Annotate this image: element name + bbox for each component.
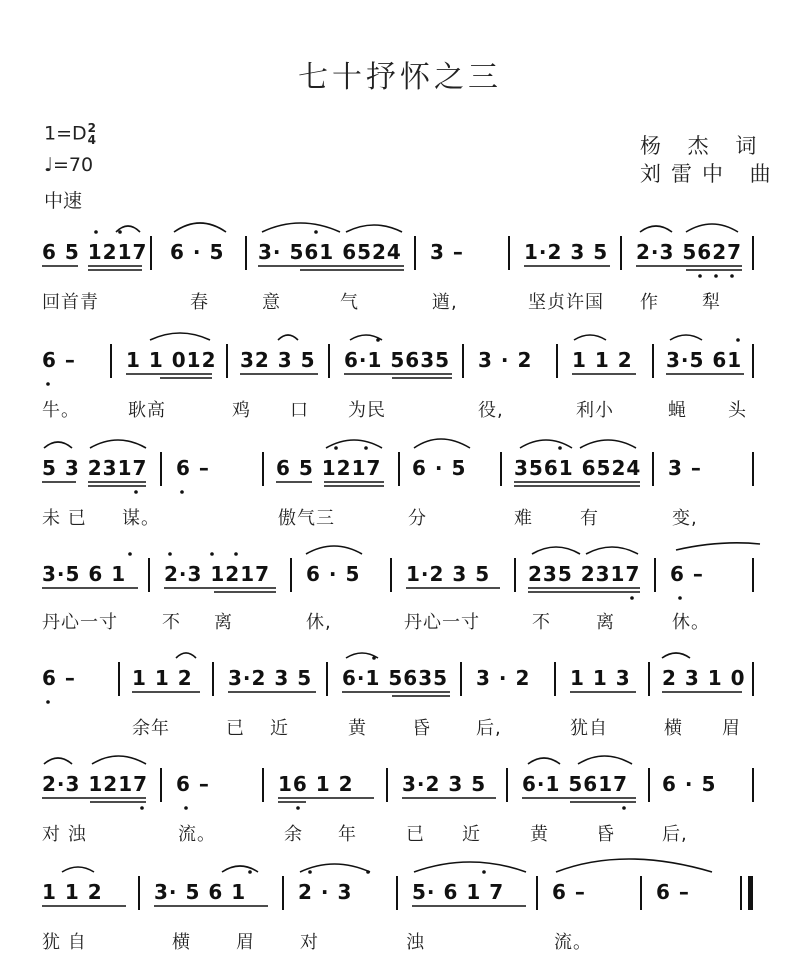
high-octave-dot [168, 552, 172, 556]
lyric: 难 [514, 508, 533, 529]
key-text: 1=D [44, 122, 87, 145]
measure: 6 – [670, 562, 704, 586]
lyric: 丹心一寸 [42, 612, 118, 633]
slur [262, 223, 340, 232]
low-octave-dot [140, 806, 144, 810]
measure: 3· 5 6 1 [154, 880, 247, 904]
measure: 16 1 2 [278, 772, 354, 796]
measure: 6 – [176, 456, 210, 480]
time-bottom: 4 [87, 133, 96, 147]
high-octave-dot [248, 870, 252, 874]
slur [90, 440, 146, 448]
measure: 3 · 2 [478, 348, 533, 372]
measure: 6 – [656, 880, 690, 904]
measure: 5 3 2317 [42, 456, 148, 480]
high-octave-dot [372, 656, 376, 660]
lyric: 余 [284, 824, 303, 845]
slur [580, 440, 636, 448]
lyric: 对 浊 [42, 824, 87, 845]
measure: 2·3 5627 [636, 240, 743, 264]
low-octave-dot [678, 596, 682, 600]
high-octave-dot [314, 230, 318, 234]
measure: 6 · 5 [662, 772, 717, 796]
measure: 1 1 2 [572, 348, 633, 372]
high-octave-dot [308, 870, 312, 874]
lyric: 犹 自 [42, 932, 87, 953]
high-octave-dot [376, 338, 380, 342]
measure: 5· 6 1 7 [412, 880, 505, 904]
lyric: 年 [338, 824, 357, 845]
measure: 32 3 5 [240, 348, 316, 372]
lyric: 黄 [348, 718, 367, 739]
slur [414, 439, 470, 448]
measure: 3 – [430, 240, 464, 264]
measure: 1 1 012 [126, 348, 217, 372]
lyric: 流。 [554, 932, 592, 953]
high-octave-dot [94, 230, 98, 234]
low-octave-dot [46, 700, 50, 704]
measure: 2·3 1217 [164, 562, 271, 586]
measure: 3 · 2 [476, 666, 531, 690]
measure: 6 · 5 [306, 562, 361, 586]
slur [150, 333, 210, 340]
slur [574, 335, 606, 340]
lyric: 横 [172, 932, 191, 953]
high-octave-dot [482, 870, 486, 874]
lyric: 鸡 [232, 400, 251, 421]
measure: 1·2 3 5 [406, 562, 491, 586]
lyric: 已 [406, 824, 425, 845]
slur [640, 226, 672, 232]
low-octave-dot [730, 274, 734, 278]
low-octave-dot [296, 806, 300, 810]
measure: 1 1 2 [132, 666, 193, 690]
slur [676, 543, 760, 550]
lyric: 丹心一寸 [404, 612, 480, 633]
lyric: 利小 [576, 400, 614, 421]
lyric: 流。 [178, 824, 216, 845]
lyric: 回首青 [42, 292, 99, 313]
lyric: 对 [300, 932, 319, 953]
high-octave-dot [736, 338, 740, 342]
measure: 3 – [668, 456, 702, 480]
lyric: 为民 [348, 400, 386, 421]
measure: 6 – [552, 880, 586, 904]
lyric: 已 [226, 718, 245, 739]
measure: 1 1 2 [42, 880, 103, 904]
low-octave-dot [46, 382, 50, 386]
measure: 6 · 5 [170, 240, 225, 264]
slur [44, 758, 72, 764]
measure: 2 3 1 0 [662, 666, 746, 690]
slur [586, 547, 638, 554]
measure: 3561 6524 [514, 456, 642, 480]
lyric: 离 [214, 612, 233, 633]
lyric: 休。 [672, 612, 710, 633]
lyric: 气 [340, 292, 359, 313]
time-top: 2 [87, 121, 96, 135]
lyric: 离 [596, 612, 615, 633]
lyric: 傲气三 [278, 508, 335, 529]
lyric: 牛。 [42, 400, 80, 421]
lyric: 坚贞许国 [528, 292, 604, 313]
measure: 2·3 1217 [42, 772, 149, 796]
high-octave-dot [364, 446, 368, 450]
lyric: 役, [478, 400, 504, 421]
low-octave-dot [622, 806, 626, 810]
slur [520, 440, 572, 448]
measure: 1 1 3 [570, 666, 631, 690]
slur [528, 758, 560, 764]
lyric: 遒, [432, 292, 458, 313]
low-octave-dot [184, 806, 188, 810]
slur [306, 546, 362, 554]
tempo-marking: ♩=70 [44, 154, 94, 176]
slur [578, 756, 632, 764]
slur [278, 335, 298, 340]
measure: 3·2 3 5 [228, 666, 313, 690]
low-octave-dot [180, 490, 184, 494]
measure: 3·5 6 1 [42, 562, 127, 586]
slur [62, 867, 94, 872]
lyric: 口 [290, 400, 309, 421]
measure: 3·5 61 [666, 348, 743, 372]
slur [346, 225, 402, 232]
measure: 6 – [42, 666, 76, 690]
lyric: 春 [190, 292, 209, 313]
measure: 6 – [42, 348, 76, 372]
measure: 6 · 5 [412, 456, 467, 480]
lyric: 休, [306, 612, 332, 633]
high-octave-dot [558, 446, 562, 450]
measure: 6·1 5635 [344, 348, 451, 372]
lyric: 眉 [722, 718, 741, 739]
lyric: 头 [728, 400, 747, 421]
lyric: 未 已 [42, 508, 87, 529]
lyric: 近 [462, 824, 481, 845]
lyric: 昏 [596, 824, 615, 845]
lyric: 耿高 [128, 400, 166, 421]
speed-marking: 中速 [44, 190, 83, 212]
slur [174, 223, 226, 232]
lyric: 余年 [132, 718, 170, 739]
lyric: 分 [408, 508, 427, 529]
lyric: 犁 [702, 292, 721, 313]
lyric: 后, [476, 718, 502, 739]
composer-credit: 刘雷中 曲 [640, 162, 781, 186]
measure: 2 · 3 [298, 880, 353, 904]
high-octave-dot [118, 230, 122, 234]
slur [222, 866, 258, 872]
low-octave-dot [134, 490, 138, 494]
lyric: 不 [162, 612, 181, 633]
lyric: 浊 [406, 932, 425, 953]
lyric: 变, [672, 508, 698, 529]
slur [44, 442, 72, 448]
lyric: 后, [662, 824, 688, 845]
lyric: 横 [664, 718, 683, 739]
lyric: 有 [580, 508, 599, 529]
lyric: 昏 [412, 718, 431, 739]
measure: 235 2317 [528, 562, 641, 586]
slur [532, 547, 580, 554]
lyric: 近 [270, 718, 289, 739]
lyric: 作 [640, 292, 659, 313]
lyric: 犹自 [570, 718, 608, 739]
low-octave-dot [630, 596, 634, 600]
high-octave-dot [334, 446, 338, 450]
slur [326, 440, 382, 448]
slur [556, 859, 712, 872]
lyric: 黄 [530, 824, 549, 845]
measure: 6·1 5617 [522, 772, 629, 796]
low-octave-dot [698, 274, 702, 278]
measure: 3· 561 6524 [258, 240, 402, 264]
measure: 6 5 1217 [276, 456, 382, 480]
measure: 3·2 3 5 [402, 772, 487, 796]
lyric: 眉 [236, 932, 255, 953]
measure: 6·1 5635 [342, 666, 449, 690]
lyric: 不 [532, 612, 551, 633]
lyric: 意 [262, 292, 281, 313]
slur [670, 335, 702, 340]
slur [176, 653, 196, 658]
lyric: 蝇 [668, 400, 687, 421]
high-octave-dot [210, 552, 214, 556]
slur [92, 756, 146, 764]
slur [662, 653, 690, 658]
lyricist-credit: 杨 杰 词 [640, 134, 767, 158]
high-octave-dot [366, 870, 370, 874]
low-octave-dot [714, 274, 718, 278]
high-octave-dot [128, 552, 132, 556]
slur [414, 862, 526, 872]
measure: 6 5 1217 [42, 240, 148, 264]
high-octave-dot [234, 552, 238, 556]
measure: 1·2 3 5 [524, 240, 609, 264]
lyric: 谋。 [122, 508, 160, 529]
measure: 6 – [176, 772, 210, 796]
slur [686, 224, 738, 232]
song-title: 七十抒怀之三 [298, 60, 502, 95]
